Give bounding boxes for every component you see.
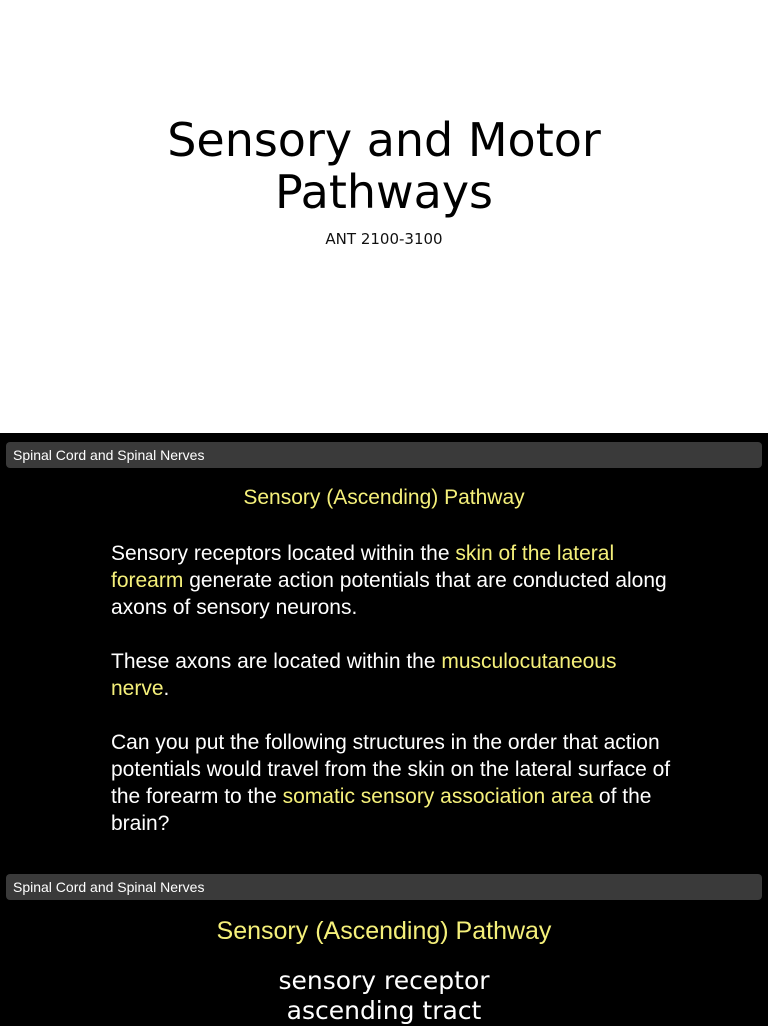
section-header-bar: Spinal Cord and Spinal Nerves [6, 874, 762, 900]
slide-title [0, 114, 768, 218]
slide-heading: Sensory (Ascending) Pathway [216, 917, 552, 945]
paragraph-question [111, 729, 671, 837]
paragraph-text: Can you put the following structures in the order that action potentials would travel from the skin on the lateral surface of the forearm to the [111, 731, 671, 808]
paragraph-text: generate action potentials that are conducted along axons of sensory neurons. [111, 569, 667, 619]
paragraph-nerve [111, 648, 671, 702]
highlight-term: skin of the lateral forearm [111, 542, 615, 592]
paragraph-receptors [111, 540, 671, 621]
slide-subtitle: ANT 2100-3100 [325, 230, 443, 248]
list-item: sensory receptor [278, 966, 490, 995]
slide-heading: Sensory (Ascending) Pathway [243, 486, 525, 509]
title-line-2: Pathways [274, 165, 494, 219]
title-slide [0, 0, 768, 433]
sensory-pathway-order-slide [0, 865, 768, 1024]
title-line-1: Sensory and Motor [167, 113, 601, 167]
paragraph-text: . [163, 677, 170, 700]
paragraph-text: of the brain? [111, 785, 652, 835]
sensory-pathway-slide [0, 433, 768, 865]
section-header-bar: Spinal Cord and Spinal Nerves [6, 442, 762, 468]
highlight-term: musculocutaneous nerve [111, 650, 617, 700]
paragraph-text: These axons are located within the [111, 650, 442, 673]
paragraph-text: Sensory receptors located within the [111, 542, 456, 565]
highlight-term: somatic sensory association area [282, 785, 594, 808]
list-item: ascending tract [286, 996, 482, 1025]
